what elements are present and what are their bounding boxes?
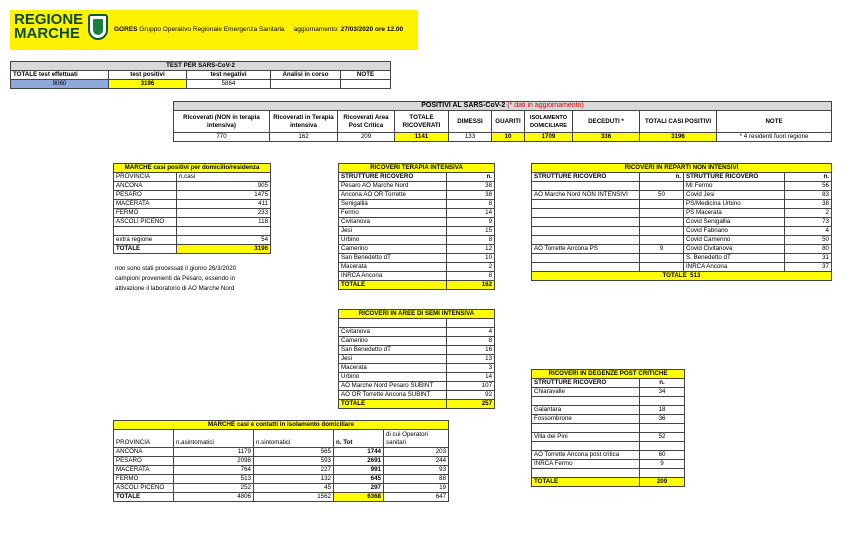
ti-total-label: TOTALE: [339, 281, 447, 290]
ni-row-cell: 31: [785, 254, 832, 263]
ni-row-cell: [532, 182, 640, 191]
test-header: NOTE: [341, 71, 391, 80]
iso-total: 1562: [254, 493, 334, 502]
pc-row: [532, 406, 685, 415]
pc-row-cell: INRCA Fermo: [532, 460, 640, 469]
header-banner: [10, 10, 418, 50]
domicilio-row: [114, 209, 271, 218]
ni-row-cell: Covid Fabriano: [684, 227, 785, 236]
ti-row-cell: Pesaro AO Marche Nord: [339, 182, 447, 191]
domicilio-row-cell: ASCOLI PICENO: [114, 218, 177, 227]
si-row-cell: 4: [447, 328, 495, 337]
ni-row-cell: [532, 227, 640, 236]
domicilio-header: n.casi: [177, 173, 271, 182]
iso-header: n.sintomatici: [254, 430, 334, 448]
ti-header: n.: [447, 173, 495, 182]
pc-total-value: 209: [640, 478, 685, 487]
pc-row-cell: Fossombrone: [532, 415, 640, 424]
pc-total-label: TOTALE: [532, 478, 640, 487]
positivi-header: NOTE: [717, 111, 832, 133]
si-total-label: TOTALE: [339, 400, 447, 409]
ti-row: [339, 245, 495, 254]
iso-row-cell: 565: [254, 448, 334, 457]
ni-row: [532, 263, 832, 272]
ti-row-cell: 8: [447, 236, 495, 245]
iso-total: TOTALE: [114, 493, 174, 502]
positivi-value: 10: [492, 133, 525, 142]
positivi-title: POSITIVI AL SARS-CoV-2 (* dati in aggiornamento): [174, 102, 832, 111]
ni-header: STRUTTURE RICOVERO: [532, 173, 640, 182]
test-table: [10, 61, 391, 89]
ti-row: [339, 254, 495, 263]
region-logo-text: REGIONE MARCHE: [14, 11, 84, 42]
ni-row-cell: 73: [785, 218, 832, 227]
test-value: 9060: [11, 80, 109, 89]
iso-row-cell: 991: [334, 466, 384, 475]
iso-row-cell: 2691: [334, 457, 384, 466]
ni-row-cell: 9: [640, 245, 684, 254]
iso-row-cell: ASCOLI PICENO: [114, 484, 174, 493]
pc-row: [532, 388, 685, 397]
ni-row-cell: MI Fermo: [684, 182, 785, 191]
domicilio-row-cell: MACERATA: [114, 200, 177, 209]
header-info: GORES Gruppo Operativo Regionale Emergenza Sanitaria aggiornamento: 27/03/2020 ore 12.00: [114, 26, 404, 33]
si-row: [339, 391, 495, 400]
ti-row-cell: Senigallia: [339, 200, 447, 209]
ti-row-cell: 2: [447, 263, 495, 272]
isolamento-table: [113, 420, 449, 502]
positivi-value: * 4 residenti fuori regione: [717, 133, 832, 142]
ni-row-cell: [640, 227, 684, 236]
test-value: [341, 80, 391, 89]
iso-total: 4806: [174, 493, 254, 502]
ni-title: RICOVERI IN REPARTI NON INTENSIVI: [532, 164, 832, 173]
iso-row: [114, 475, 449, 484]
ti-row: [339, 227, 495, 236]
domicilio-title: MARCHE casi positivi per domicilio/residenza: [114, 164, 271, 173]
positivi-header: GUARITI: [492, 111, 525, 133]
ti-row: [339, 209, 495, 218]
test-header: TOTALE test effettuati: [11, 71, 109, 80]
ni-row-cell: 38: [785, 200, 832, 209]
ti-row-cell: Camerino: [339, 245, 447, 254]
pc-header: n.: [640, 379, 685, 388]
ni-row: [532, 236, 832, 245]
iso-row-cell: ANCONA: [114, 448, 174, 457]
positivi-value: 3196: [640, 133, 717, 142]
ti-header: STRUTTURE RICOVERO: [339, 173, 447, 182]
si-row: [339, 373, 495, 382]
domicilio-header: PROVINCIA: [114, 173, 177, 182]
domicilio-table: [113, 163, 271, 254]
pc-row: [532, 442, 685, 451]
ni-row-cell: [640, 263, 684, 272]
ni-row-cell: INRCA Ancona: [684, 263, 785, 272]
ni-row-cell: 37: [785, 263, 832, 272]
ni-row: [532, 209, 832, 218]
si-row: [339, 328, 495, 337]
si-row-cell: 8: [447, 337, 495, 346]
si-row: [339, 337, 495, 346]
ni-row-cell: AO Marche Nord NON INTENSIVI: [532, 191, 640, 200]
ni-row-cell: 4: [785, 227, 832, 236]
ni-row-cell: 83: [785, 191, 832, 200]
positivi-value: 770: [174, 133, 270, 142]
iso-row-cell: 203: [384, 448, 449, 457]
iso-row-cell: 1179: [174, 448, 254, 457]
domicilio-row-cell: 411: [177, 200, 271, 209]
iso-header: di cui Operatori sanitari: [384, 430, 449, 448]
domicilio-row-cell: PESARO: [114, 191, 177, 200]
semi-intensiva-table: [338, 309, 495, 409]
ni-row-cell: [532, 200, 640, 209]
ti-row-cell: 8: [447, 272, 495, 281]
ti-row-cell: 15: [447, 227, 495, 236]
pc-row-cell: 9: [640, 460, 685, 469]
pc-row: [532, 451, 685, 460]
domicilio-total-label: TOTALE: [114, 245, 177, 254]
pc-row: [532, 460, 685, 469]
iso-row-cell: 132: [254, 475, 334, 484]
domicilio-row: [114, 182, 271, 191]
ni-header: STRUTTURE RICOVERO: [684, 173, 785, 182]
iso-row-cell: 227: [254, 466, 334, 475]
ni-row-cell: 56: [785, 182, 832, 191]
domicilio-total-value: 3196: [177, 245, 271, 254]
iso-row-cell: 19: [384, 484, 449, 493]
ni-row-cell: [640, 182, 684, 191]
pc-header: STRUTTURE RICOVERO: [532, 379, 640, 388]
ni-header: n.: [785, 173, 832, 182]
test-value: 3196: [109, 80, 187, 89]
test-header: test positivi: [109, 71, 187, 80]
pc-row-cell: AO Torrette Ancona post critica: [532, 451, 640, 460]
iso-row-cell: 297: [334, 484, 384, 493]
ni-row-cell: 2: [785, 209, 832, 218]
ni-row-cell: Covid Camerino: [684, 236, 785, 245]
si-row-cell: 16: [447, 346, 495, 355]
domicilio-row-cell: 905: [177, 182, 271, 191]
test-table-title: TEST PER SARS-CoV-2: [11, 62, 391, 71]
si-spacer: [447, 319, 495, 328]
pc-row-cell: Chiaravalle: [532, 388, 640, 397]
iso-row: [114, 466, 449, 475]
ti-row: [339, 200, 495, 209]
si-row-cell: 107: [447, 382, 495, 391]
pc-row-cell: [532, 442, 640, 451]
si-row-cell: Civitanova: [339, 328, 447, 337]
si-row-cell: 3: [447, 364, 495, 373]
ti-row: [339, 236, 495, 245]
positivi-header: Ricoverati Area Post Critica: [338, 111, 395, 133]
iso-row-cell: FERMO: [114, 475, 174, 484]
ni-row-cell: [640, 236, 684, 245]
domicilio-row: [114, 200, 271, 209]
si-row-cell: AO OR Torrette Ancona SUBINT: [339, 391, 447, 400]
pc-row-cell: 36: [640, 415, 685, 424]
ni-row: [532, 227, 832, 236]
ni-row-cell: [532, 263, 640, 272]
domicilio-row-cell: ANCONA: [114, 182, 177, 191]
pc-row-cell: 18: [640, 406, 685, 415]
iso-row-cell: 45: [254, 484, 334, 493]
ti-row-cell: 12: [447, 245, 495, 254]
positivi-header: DECEDUTI *: [573, 111, 640, 133]
test-value: 5864: [187, 80, 271, 89]
positivi-header: DIMESSI: [449, 111, 492, 133]
iso-title: MARCHE casi e contatti in isolamento domiciliare: [114, 421, 449, 430]
pc-row-cell: [640, 442, 685, 451]
ni-row-cell: Covid Civitanova: [684, 245, 785, 254]
ni-row: [532, 200, 832, 209]
si-row: [339, 355, 495, 364]
domicilio-row: [114, 236, 271, 245]
domicilio-row-cell: [114, 227, 177, 236]
ni-row-cell: [532, 254, 640, 263]
ti-row: [339, 218, 495, 227]
ti-row-cell: 38: [447, 191, 495, 200]
si-row-cell: Urbino: [339, 373, 447, 382]
region-shield-icon: [88, 14, 108, 40]
si-row-cell: 92: [447, 391, 495, 400]
test-header: test negativi: [187, 71, 271, 80]
ti-row: [339, 191, 495, 200]
pc-row: [532, 424, 685, 433]
pc-row: [532, 433, 685, 442]
iso-row-cell: 2098: [174, 457, 254, 466]
positivi-value: 1141: [395, 133, 449, 142]
si-row: [339, 382, 495, 391]
si-row-cell: Macerata: [339, 364, 447, 373]
ti-row-cell: Jesi: [339, 227, 447, 236]
ni-row-cell: 50: [640, 191, 684, 200]
ni-row-cell: [640, 254, 684, 263]
pc-row-cell: 60: [640, 451, 685, 460]
pc-row-cell: [532, 397, 640, 406]
iso-row: [114, 448, 449, 457]
domicilio-row-cell: 118: [177, 218, 271, 227]
pc-row-cell: Villa dei Pini: [532, 433, 640, 442]
iso-total: 647: [384, 493, 449, 502]
si-row-cell: AO Marche Nord Pesaro SUBINT: [339, 382, 447, 391]
positivi-value: 209: [338, 133, 395, 142]
domicilio-row: [114, 191, 271, 200]
si-row-cell: San Benedetto dT: [339, 346, 447, 355]
pc-title: RICOVERI IN DEGENZE POST CRITICHE: [532, 370, 685, 379]
ni-total: TOTALE 513: [532, 272, 832, 281]
si-row: [339, 346, 495, 355]
ni-row-cell: Covid Jesi: [684, 191, 785, 200]
ni-row-cell: S. Benedetto dT: [684, 254, 785, 263]
ni-row-cell: [640, 209, 684, 218]
positivi-header: Ricoverati (NON in terapia intensiva): [174, 111, 270, 133]
domicilio-row-cell: 1475: [177, 191, 271, 200]
test-value: [271, 80, 341, 89]
si-row-cell: Jesi: [339, 355, 447, 364]
ni-row-cell: 80: [785, 245, 832, 254]
ti-row-cell: Fermo: [339, 209, 447, 218]
si-row-cell: 13: [447, 355, 495, 364]
iso-row-cell: 88: [384, 475, 449, 484]
test-header: Analisi in corso: [271, 71, 341, 80]
domicilio-row-cell: FERMO: [114, 209, 177, 218]
iso-row-cell: MACERATA: [114, 466, 174, 475]
iso-row-cell: 645: [334, 475, 384, 484]
ni-row: [532, 191, 832, 200]
positivi-header: TOTALE RICOVERATI: [395, 111, 449, 133]
ti-row-cell: INRCA Ancona: [339, 272, 447, 281]
ni-row: [532, 245, 832, 254]
post-critiche-table: [531, 369, 685, 487]
iso-header: PROVINCIA: [114, 430, 174, 448]
ti-row-cell: Civitanova: [339, 218, 447, 227]
pc-row-cell: [640, 397, 685, 406]
ni-row-cell: [532, 209, 640, 218]
ti-row-cell: 8: [447, 200, 495, 209]
pc-row-cell: [532, 469, 640, 478]
domicilio-row: [114, 227, 271, 236]
ti-row-cell: 9: [447, 218, 495, 227]
ni-row-cell: AO Torrette Ancona PS: [532, 245, 640, 254]
si-row-cell: Camerino: [339, 337, 447, 346]
positivi-value: 162: [270, 133, 338, 142]
iso-row-cell: 244: [384, 457, 449, 466]
positivi-value: 1709: [525, 133, 573, 142]
pc-row: [532, 397, 685, 406]
domicilio-row-cell: extra regione: [114, 236, 177, 245]
ti-total-value: 162: [447, 281, 495, 290]
positivi-header: Ricoverati in Terapia intensiva: [270, 111, 338, 133]
iso-row-cell: 93: [384, 466, 449, 475]
domicilio-row-cell: 233: [177, 209, 271, 218]
ti-row-cell: Ancona AO OR Torrette: [339, 191, 447, 200]
ni-row-cell: PS Macerata: [684, 209, 785, 218]
ti-row: [339, 263, 495, 272]
si-spacer: [339, 319, 447, 328]
si-row: [339, 364, 495, 373]
non-intensivi-table: [531, 163, 832, 281]
iso-row-cell: 1744: [334, 448, 384, 457]
iso-row-cell: 513: [174, 475, 254, 484]
si-total-value: 257: [447, 400, 495, 409]
iso-row-cell: 252: [174, 484, 254, 493]
domicilio-row-cell: 54: [177, 236, 271, 245]
positivi-header: ISOLAMENTO DOMICILIARE: [525, 111, 573, 133]
pc-row-cell: [532, 424, 640, 433]
ti-row: [339, 272, 495, 281]
iso-header: n.asintomatici: [174, 430, 254, 448]
pc-row-cell: Galantara: [532, 406, 640, 415]
ni-row-cell: PS/Medicina Urbino: [684, 200, 785, 209]
iso-row-cell: 593: [254, 457, 334, 466]
si-title: RICOVERI IN AREE DI SEMI INTENSIVA: [339, 310, 495, 319]
terapia-intensiva-table: [338, 163, 495, 290]
ni-row-cell: Covid Senigallia: [684, 218, 785, 227]
pc-row: [532, 415, 685, 424]
ti-row: [339, 182, 495, 191]
iso-header: n. Tot: [334, 430, 384, 448]
si-row-cell: 14: [447, 373, 495, 382]
domicilio-note: non sono stati processati il giorno 26/3/2020 campioni provenienti da Pesaro, essendo in attivazione il laboratorio di AO Marche Nord: [115, 265, 237, 292]
ni-row: [532, 254, 832, 263]
domicilio-row: [114, 218, 271, 227]
ti-row-cell: 14: [447, 209, 495, 218]
pc-row-cell: [640, 469, 685, 478]
ni-row: [532, 218, 832, 227]
pc-row: [532, 469, 685, 478]
ni-row-cell: [640, 200, 684, 209]
iso-row: [114, 457, 449, 466]
iso-total: 6368: [334, 493, 384, 502]
ti-row-cell: 10: [447, 254, 495, 263]
iso-row-cell: PESARO: [114, 457, 174, 466]
pc-row-cell: [640, 424, 685, 433]
pc-row-cell: 52: [640, 433, 685, 442]
ti-title: RICOVERI TERAPIA INTENSIVA: [339, 164, 495, 173]
iso-row: [114, 484, 449, 493]
ti-row-cell: Urbino: [339, 236, 447, 245]
ti-row-cell: Macerata: [339, 263, 447, 272]
domicilio-row-cell: [177, 227, 271, 236]
ni-row: [532, 182, 832, 191]
ni-header: n.: [640, 173, 684, 182]
ni-row-cell: 50: [785, 236, 832, 245]
positivi-value: 133: [449, 133, 492, 142]
ni-row-cell: [640, 218, 684, 227]
positivi-value: 336: [573, 133, 640, 142]
ti-row-cell: 38: [447, 182, 495, 191]
ni-row-cell: [532, 236, 640, 245]
pc-row-cell: 34: [640, 388, 685, 397]
iso-row-cell: 764: [174, 466, 254, 475]
positivi-header: TOTALI CASI POSITIVI: [640, 111, 717, 133]
positivi-table: [173, 101, 832, 142]
ti-row-cell: San Benedetto dT: [339, 254, 447, 263]
ni-row-cell: [532, 218, 640, 227]
